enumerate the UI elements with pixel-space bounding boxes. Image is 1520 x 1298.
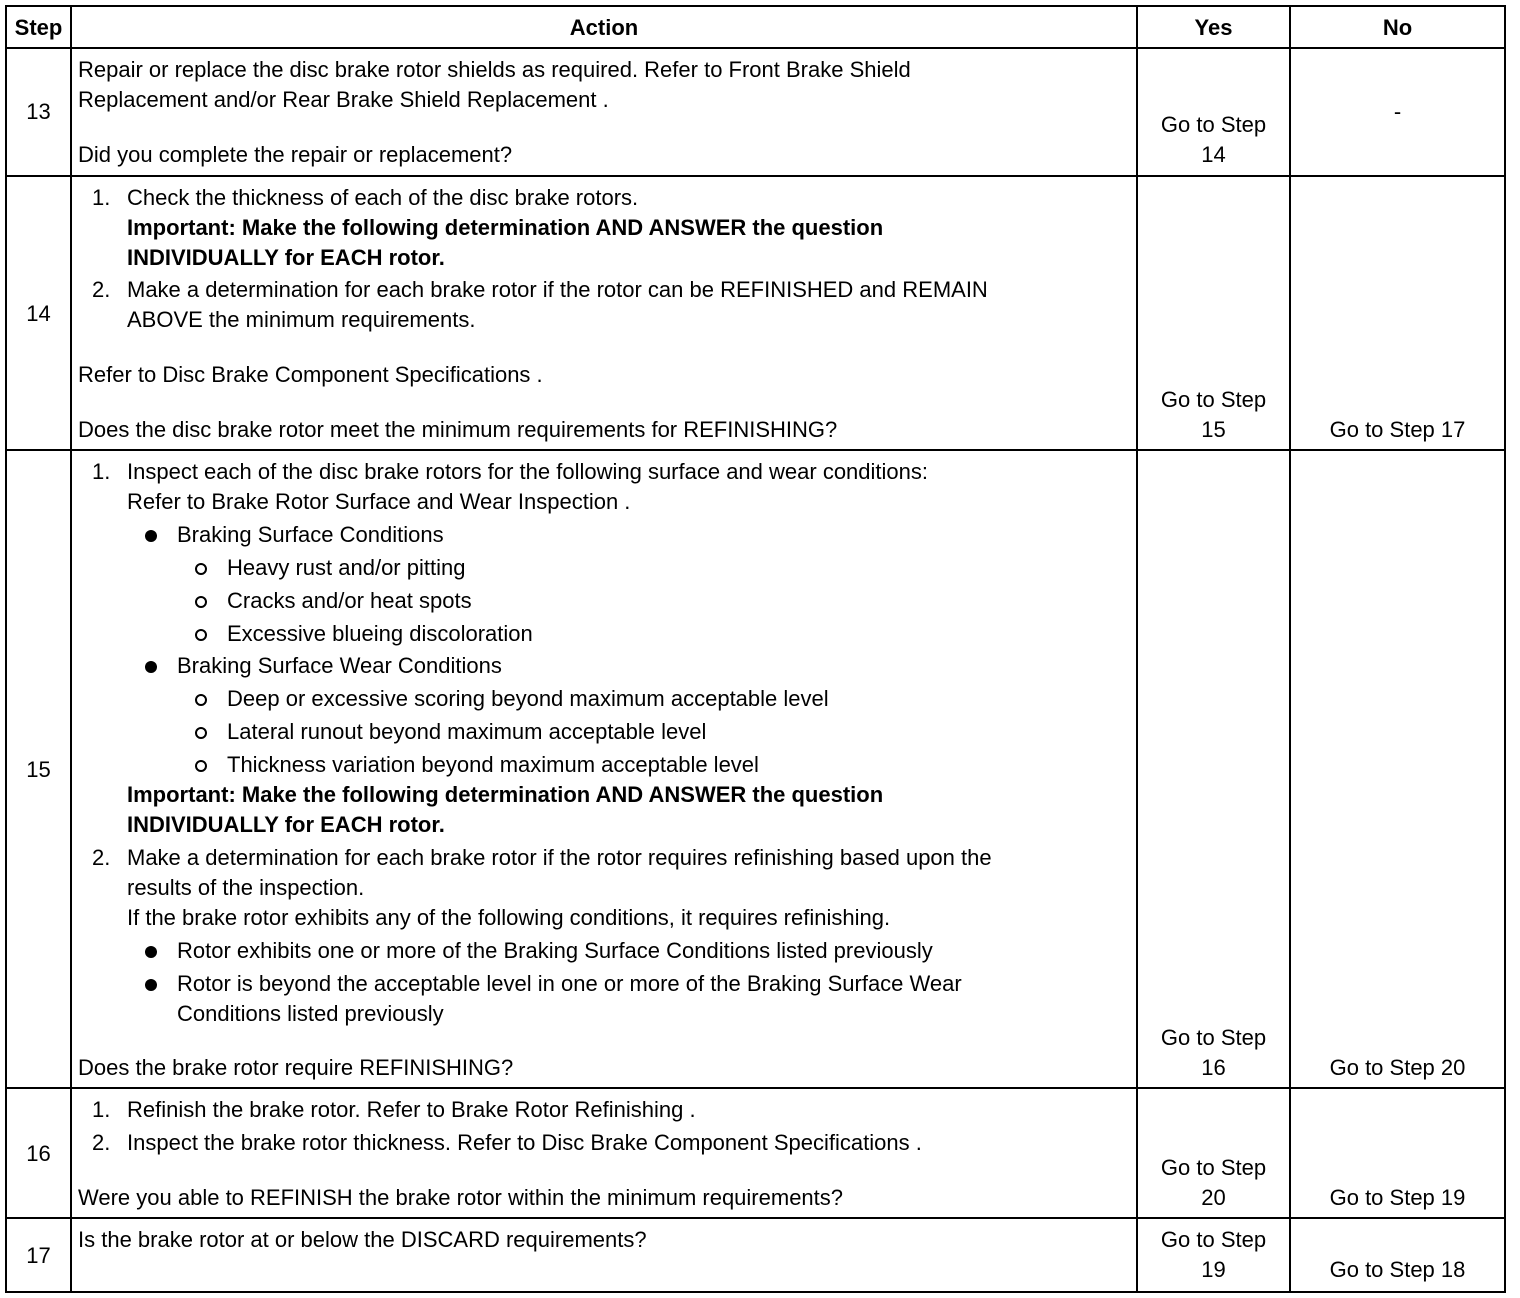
important-note: Important: Make the following determination AND ANSWER the question [127,215,884,240]
action-text: Make a determination for each brake rotor if the rotor can be REFINISHED and REMAIN [127,277,988,302]
list-number: 2. [92,1130,111,1155]
column-divider [1289,5,1291,1293]
circle-bullet-icon [195,596,207,608]
list-item: Conditions listed previously [177,1001,444,1026]
row-divider [5,1217,1506,1219]
yes-result-step: 15 [1201,417,1226,442]
action-question: Does the brake rotor require REFINISHING? [78,1055,514,1080]
header-yes: Yes [1194,15,1233,40]
header-divider [5,47,1506,49]
yes-result-step: 20 [1201,1185,1226,1210]
action-text: Refer to Disc Brake Component Specifications . [78,362,543,387]
bullet-icon [145,946,157,958]
row-divider [5,175,1506,177]
action-text: If the brake rotor exhibits any of the following conditions, it requires refinishing. [127,905,891,930]
step-number: 17 [26,1243,51,1268]
circle-bullet-icon [195,727,207,739]
step-number: 13 [26,99,51,124]
action-text: Inspect each of the disc brake rotors for the following surface and wear conditions: [127,459,928,484]
header-step: Step [14,15,63,40]
list-item: Rotor is beyond the acceptable level in one or more of the Braking Surface Wear [177,971,962,996]
yes-result: Go to Step [1160,1227,1267,1252]
no-result: - [1393,99,1402,124]
yes-result: Go to Step [1160,387,1267,412]
list-item: Cracks and/or heat spots [227,588,472,613]
row-divider [5,1087,1506,1089]
header-no: No [1382,15,1413,40]
list-number: 2. [92,845,111,870]
no-result: Go to Step 18 [1329,1257,1466,1282]
action-text: Refinish the brake rotor. Refer to Brake Rotor Refinishing . [127,1097,696,1122]
action-text: Refer to Brake Rotor Surface and Wear Inspection . [127,489,631,514]
yes-result: Go to Step [1160,1025,1267,1050]
circle-bullet-icon [195,694,207,706]
action-text: Repair or replace the disc brake rotor shields as required. Refer to Front Brake Shield [78,57,911,82]
action-text: results of the inspection. [127,875,365,900]
row-divider [5,449,1506,451]
list-number: 1. [92,185,111,210]
step-number: 15 [26,757,51,782]
action-text: Check the thickness of each of the disc brake rotors. [127,185,639,210]
yes-result-step: 16 [1201,1055,1226,1080]
list-item: Deep or excessive scoring beyond maximum acceptable level [227,686,829,711]
action-question: Were you able to REFINISH the brake rotor within the minimum requirements? [78,1185,844,1210]
list-number: 1. [92,1097,111,1122]
list-item: Heavy rust and/or pitting [227,555,466,580]
list-item: Rotor exhibits one or more of the Braking Surface Conditions listed previously [177,938,933,963]
step-number: 16 [26,1141,51,1166]
diagnostic-table [5,5,1506,1293]
list-number: 1. [92,459,111,484]
list-number: 2. [92,277,111,302]
important-note: Important: Make the following determination AND ANSWER the question [127,782,884,807]
no-result: Go to Step 17 [1329,417,1466,442]
action-text: Make a determination for each brake rotor if the rotor requires refinishing based upon the [127,845,992,870]
action-question: Does the disc brake rotor meet the minimum requirements for REFINISHING? [78,417,838,442]
action-question: Is the brake rotor at or below the DISCARD requirements? [78,1227,647,1252]
bullet-icon [145,530,157,542]
action-text: Inspect the brake rotor thickness. Refer to Disc Brake Component Specifications . [127,1130,922,1155]
yes-result: Go to Step [1160,1155,1267,1180]
circle-bullet-icon [195,760,207,772]
action-text: Replacement and/or Rear Brake Shield Replacement . [78,87,609,112]
list-item: Lateral runout beyond maximum acceptable level [227,719,707,744]
important-note: INDIVIDUALLY for EACH rotor. [127,812,445,837]
circle-bullet-icon [195,629,207,641]
action-question: Did you complete the repair or replacement? [78,142,513,167]
important-note: INDIVIDUALLY for EACH rotor. [127,245,445,270]
list-item: Braking Surface Conditions [177,522,444,547]
no-result: Go to Step 19 [1329,1185,1466,1210]
yes-result: Go to Step [1160,112,1267,137]
bullet-icon [145,661,157,673]
no-result: Go to Step 20 [1329,1055,1466,1080]
column-divider [70,5,72,1293]
list-item: Excessive blueing discoloration [227,621,533,646]
action-text: ABOVE the minimum requirements. [127,307,476,332]
column-divider [1136,5,1138,1293]
header-action: Action [569,15,639,40]
yes-result-step: 19 [1201,1257,1226,1282]
list-item: Thickness variation beyond maximum acceptable level [227,752,759,777]
yes-result-step: 14 [1201,142,1226,167]
bullet-icon [145,979,157,991]
list-item: Braking Surface Wear Conditions [177,653,502,678]
circle-bullet-icon [195,563,207,575]
step-number: 14 [26,301,51,326]
